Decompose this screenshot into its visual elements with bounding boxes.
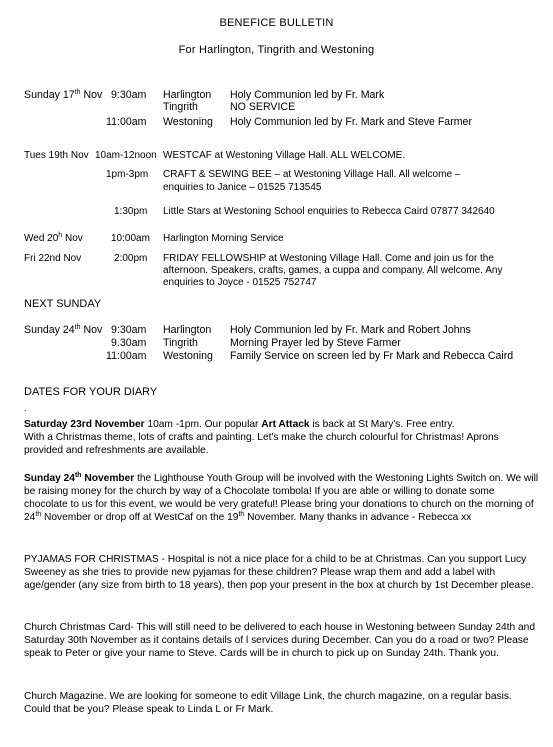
tues-desc-3: Little Stars at Westoning School enquiries to Rebecca Caird 07877 342640 <box>163 206 495 217</box>
sunday17-place-3: Westoning <box>163 116 213 128</box>
pyjamas-paragraph: PYJAMAS FOR CHRISTMAS - Hospital is not a nice place for a child to be at Christmas. Can you support Lucy Sweeney as she tries to provide new pyjamas for these children? Please wrap them and add a label with age/gender (any size from birth to 18 years), then pop your present in the box at church by 1st December please. <box>24 554 534 591</box>
sunday17-desc-1: Holy Communion led by Fr. Mark <box>230 89 385 101</box>
sunday24-place-2: Tingrith <box>163 337 198 349</box>
page-title: BENEFICE BULLETIN <box>219 17 334 29</box>
fri-desc-2: afternoon. Speakers, crafts, games, a cuppa and company. All welcome. Any <box>163 265 503 276</box>
tues-desc-2a: CRAFT & SEWING BEE – at Westoning Village Hall. All welcome – <box>163 169 461 180</box>
sunday24-desc-2: Morning Prayer led by Steve Farmer <box>230 337 401 349</box>
next-sunday-heading: NEXT SUNDAY <box>24 298 102 310</box>
fri-time: 2:00pm <box>114 253 148 264</box>
sunday24-desc-3: Family Service on screen led by Fr Mark and Rebecca Caird <box>230 350 514 362</box>
sunday17-place-1: Harlington <box>163 89 212 101</box>
sunday17-desc-3: Holy Communion led by Fr. Mark and Steve Farmer <box>230 116 472 128</box>
fri-desc-3: enquiries to Joyce - 01525 752747 <box>163 277 317 288</box>
sunday24-desc-1: Holy Communion led by Fr. Mark and Robert Johns <box>230 324 471 336</box>
sunday17-time-3: 11:00am <box>106 116 147 128</box>
church-magazine-paragraph: Church Magazine. We are looking for someone to edit Village Link, the church magazine, on a regular basis. Could that be you? Please speak to Linda L or Fr Mark. <box>24 691 512 715</box>
sunday24-day: Sunday 24th Nov <box>24 324 103 336</box>
sunday24-place-1: Harlington <box>163 324 212 336</box>
christmas-card-paragraph: Church Christmas Card- This will still need to be delivered to each house in Westoning between Sunday 24th and Saturday 30th November as it contains details of l services during December. Can you do a road or two? Please speak to Peter or give your name to Steve. Cards will be in church to pick up on Sunday 24th. Thank you. <box>24 622 535 659</box>
sunday17-desc-2: NO SERVICE <box>230 101 296 113</box>
tues-desc-2b: enquiries to Janice – 01525 713545 <box>163 182 322 193</box>
sunday17-day: Sunday 17th Nov <box>24 89 103 101</box>
sunday17-time-1: 9:30am <box>111 89 147 101</box>
tues-time-3: 1:30pm <box>114 206 148 217</box>
tues-day: Tues 19th Nov <box>24 150 89 161</box>
tues-desc-1: WESTCAF at Westoning Village Hall. ALL WELCOME. <box>163 150 406 161</box>
sunday24-place-3: Westoning <box>163 350 213 362</box>
wed-day: Wed 20$^h$ Nov <box>24 232 83 244</box>
tues-time-2: 1pm-3pm <box>106 169 149 180</box>
sunday17-place-2: Tingrith <box>163 101 198 113</box>
page-subtitle: For Harlington, Tingrith and Westoning <box>178 44 375 56</box>
diary-heading: DATES FOR YOUR DIARY <box>24 386 158 398</box>
sunday24-time-3: 11:00am <box>106 350 147 362</box>
diary-dot: . <box>24 403 27 414</box>
wed-desc: Harlington Morning Service <box>163 233 284 244</box>
tues-time-1: 10am-12noon <box>95 150 157 161</box>
sunday24-time-1: 9:30am <box>111 324 147 336</box>
fri-desc-1: FRIDAY FELLOWSHIP at Westoning Village Hall. Come and join us for the <box>163 253 494 264</box>
wed-time: 10:00am <box>111 233 150 244</box>
lights-switch-on-paragraph: Sunday 24th November the Lighthouse Youth Group will be involved with the Westoning Lights Switch on. We will be raising money for the church by way of a Chocolate tombola! If you are able or willing to donate some chocolate to us for this event, we would be very grateful! Please bring your donations to church on the morning of 24th November or drop off at WestCaf on the 19th November. Many thanks in advance - Rebecca xx <box>24 472 539 523</box>
fri-day: Fri 22nd Nov <box>24 253 82 264</box>
art-attack-paragraph: Saturday 23rd November 10am -1pm. Our popular Art Attack is back at St Mary's. Free entry. With a Christmas theme, lots of crafts and painting. Let's make the church colourful for Christmas! Aprons provided and refreshments are available. <box>24 419 499 456</box>
sunday24-time-2: 9.30am <box>111 337 147 349</box>
